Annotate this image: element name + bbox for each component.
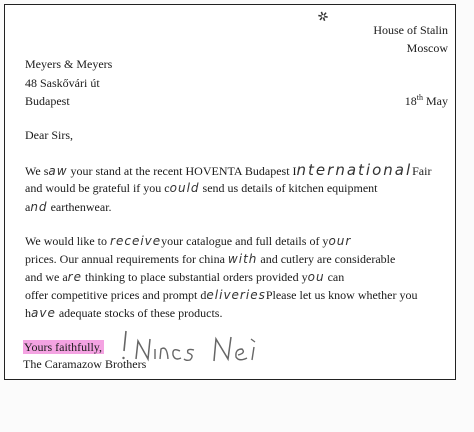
p1-line-1 — [25, 163, 431, 178]
date-month: May — [426, 94, 448, 108]
text: your catalogue and full details of y — [161, 234, 329, 248]
p2-line-1 — [25, 234, 351, 248]
text: adequate stocks of these products. — [55, 306, 223, 320]
sender-name: House of Stalin — [373, 23, 448, 37]
p2-line-2 — [25, 252, 395, 266]
handwritten-fill: aw — [48, 164, 68, 178]
handwritten-fill: our — [328, 234, 352, 248]
text: Fair — [412, 164, 432, 178]
p2-line-5 — [25, 306, 222, 320]
letter-date — [405, 94, 448, 108]
handwritten-fill: with — [227, 252, 258, 266]
handwritten-fill: ould — [169, 181, 200, 195]
closing-highlight: Yours faithfully, — [24, 340, 103, 354]
text: and we a — [25, 270, 68, 284]
handwritten-fill: nd — [30, 200, 48, 214]
company-name: The Caramazow Brothers — [23, 357, 147, 371]
handwritten-fill: ave — [31, 306, 56, 320]
text: offer competitive prices and prompt d — [25, 288, 207, 302]
recipient-street: 48 Saskővári út — [25, 76, 100, 90]
star-mark-icon: ✲ — [315, 8, 332, 27]
date-day: 18 — [404, 94, 417, 108]
handwritten-fill: eliveries — [206, 288, 266, 302]
text: prices. Our annual requirements for china — [25, 252, 228, 266]
text: We s — [25, 164, 49, 178]
p1-line-3 — [25, 200, 112, 214]
closing — [23, 340, 104, 354]
text: a — [25, 200, 31, 214]
p2-line-3 — [25, 270, 344, 284]
text: We would like to — [25, 234, 111, 248]
text: h — [25, 306, 31, 320]
handwritten-fill: ou — [307, 270, 325, 284]
text: can — [324, 270, 345, 284]
text: Please let us know whether you — [265, 288, 418, 302]
text: and would be grateful if you c — [25, 181, 170, 195]
recipient-city: Budapest — [25, 94, 70, 108]
sender-city: Moscow — [406, 41, 448, 55]
text: and cutlery are considerable — [257, 252, 396, 266]
p1-line-2 — [25, 181, 378, 195]
handwritten-fill: re — [67, 270, 82, 284]
handwritten-fill: receive — [110, 234, 162, 248]
p2-line-4 — [25, 288, 417, 302]
text: your stand at the recent HOVENTA Budapest I — [67, 164, 297, 178]
text: earthenwear. — [47, 200, 112, 214]
recipient-name: Meyers & Meyers — [25, 57, 113, 71]
handwritten-fill: nternational — [296, 161, 413, 179]
text: thinking to place substantial orders provided y — [81, 270, 308, 284]
date-suffix: th — [416, 93, 423, 102]
salutation: Dear Sirs, — [25, 128, 73, 142]
text: send us details of kitchen equipment — [199, 181, 378, 195]
